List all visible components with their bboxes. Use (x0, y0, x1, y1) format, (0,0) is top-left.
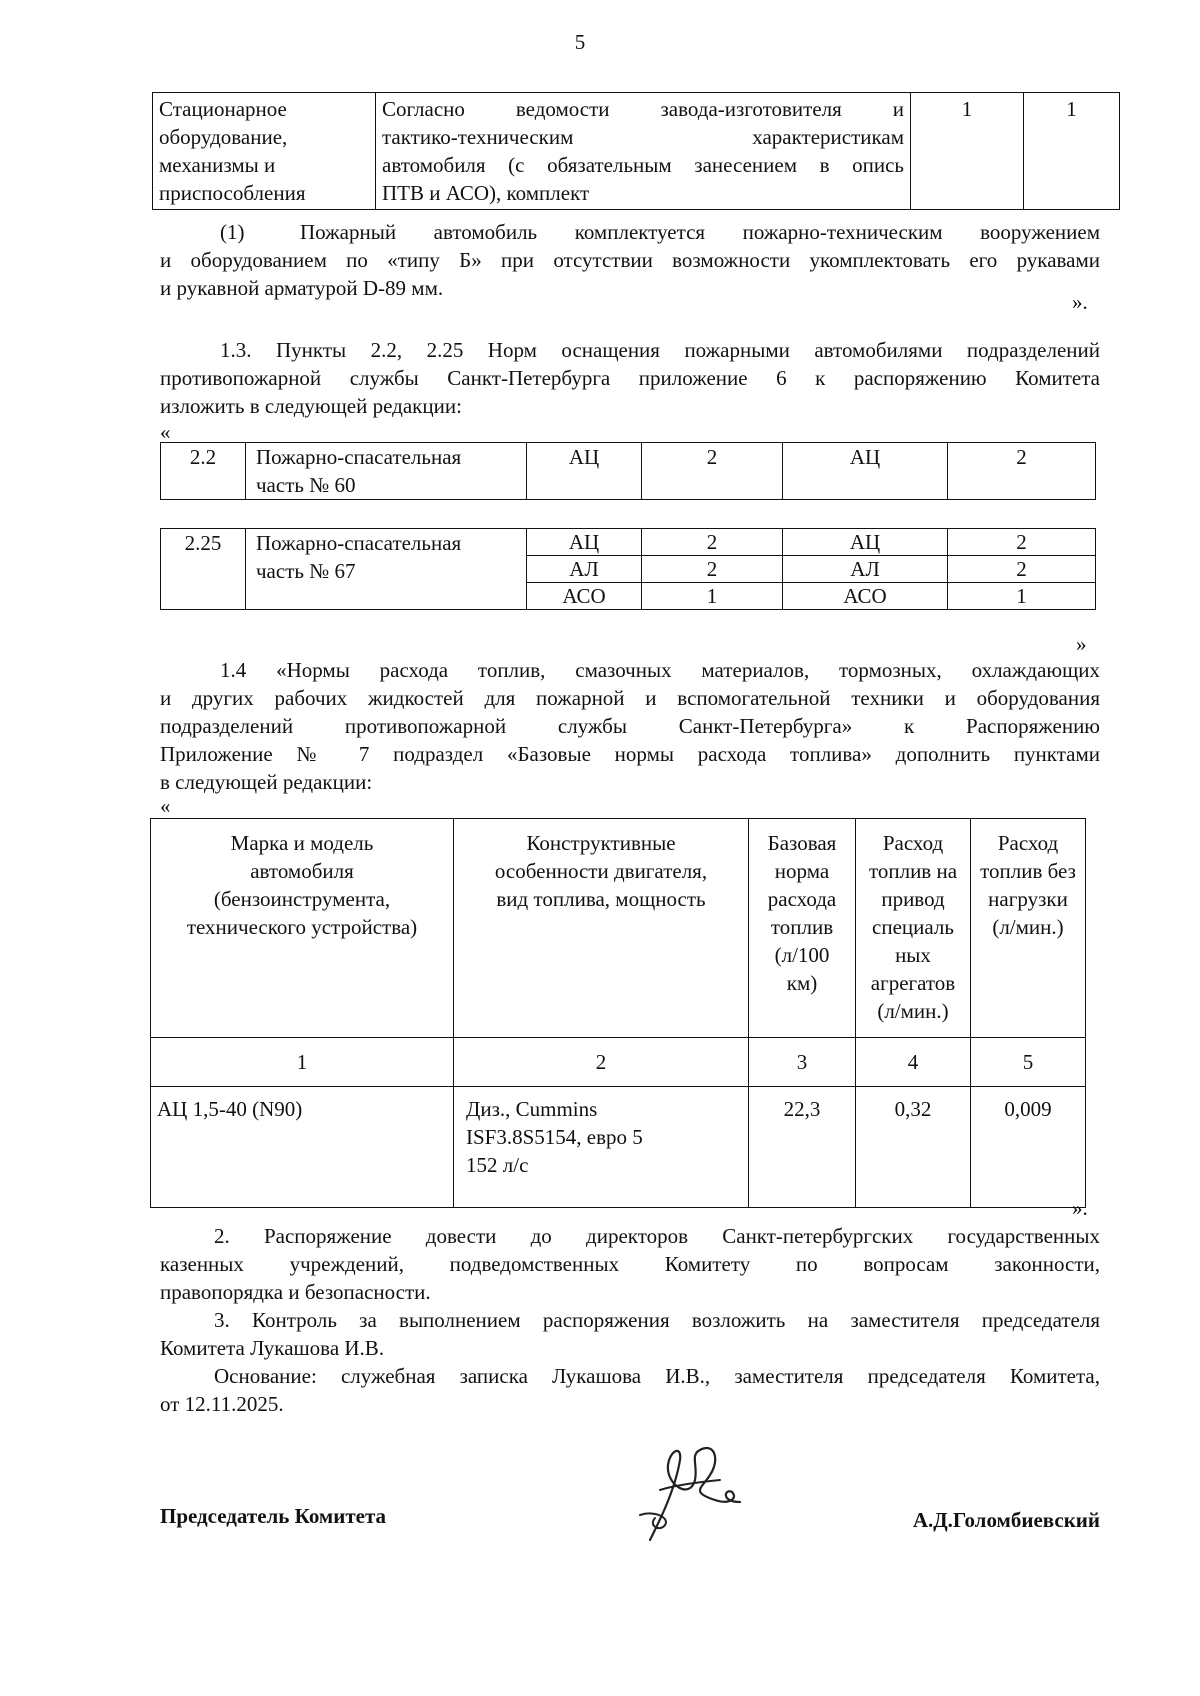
engine-line: ISF3.8S5154, евро 5 (466, 1125, 643, 1149)
header-line: особенности двигателя, (494, 859, 708, 883)
header-line: (л/мин.) (877, 999, 949, 1023)
vehicle-type: АЦ (783, 443, 948, 500)
header-line: агрегатов (870, 971, 956, 995)
engine-spec (454, 1087, 749, 1208)
section-1-4-line: в следующей редакции: (160, 770, 373, 794)
header-line: топлив (770, 915, 834, 939)
section-1-4-line: подразделений противопожарной службы Санкт-Петербурга» к Распоряжению (160, 714, 1100, 738)
vehicle-count: 2 (642, 529, 783, 556)
section-1-3-line: изложить в следующей редакции: (160, 394, 462, 418)
section-1-4-line: и других рабочих жидкостей для пожарной и вспомогательной техники и оборудования (160, 686, 1100, 710)
header-line: вид топлива, мощность (496, 887, 706, 911)
table-row (153, 93, 1120, 210)
equipment-name-line: механизмы и (159, 153, 276, 177)
footnote-line: и рукавной арматурой D-89 мм. (160, 276, 444, 300)
header-line: норма (774, 859, 830, 883)
header-model (151, 819, 454, 1038)
unit-name-line: часть № 60 (256, 473, 356, 497)
table-row (151, 1087, 1086, 1208)
header-line: расхода (767, 887, 837, 911)
equipment-name-cell (153, 93, 376, 210)
unit-name-line: Пожарно-спасательная (256, 445, 462, 469)
equipment-desc-cell (376, 93, 911, 210)
column-number: 5 (971, 1038, 1086, 1087)
vehicle-type: АЛ (527, 556, 642, 583)
para-2-line: 2. Распоряжение довести до директоров Санкт-петербургских государственных (214, 1224, 1100, 1248)
table-row (161, 443, 1096, 500)
base-norm-value: 22,3 (749, 1087, 856, 1208)
vehicle-count: 2 (948, 529, 1096, 556)
row-number: 2.25 (161, 529, 246, 610)
vehicle-count: 1 (642, 583, 783, 610)
fuel-norms-table (150, 818, 1086, 1208)
header-line: топлив на (868, 859, 958, 883)
vehicle-count: 2 (642, 556, 783, 583)
opening-quote: « (160, 794, 171, 818)
column-number-row (151, 1038, 1086, 1087)
header-line: (бензоинструмента, (213, 887, 391, 911)
section-1-4-line: 1.4 «Нормы расхода топлив, смазочных материалов, тормозных, охлаждающих (220, 658, 1100, 682)
unit-name-line: часть № 67 (256, 559, 356, 583)
header-line: км) (786, 971, 818, 995)
basis-line: от 12.11.2025. (160, 1392, 284, 1416)
equipment-qty-b: 1 (1024, 93, 1120, 210)
vehicle-count: 1 (948, 583, 1096, 610)
header-line: (л/мин.) (992, 915, 1064, 939)
header-line: специаль (872, 915, 954, 939)
header-line: Расход (882, 831, 944, 855)
header-base-norm (749, 819, 856, 1038)
header-line: технического устройства) (186, 915, 418, 939)
header-line: Марка и модель (230, 831, 374, 855)
unit-name-cell (246, 529, 527, 610)
header-idle (971, 819, 1086, 1038)
column-number: 1 (151, 1038, 454, 1087)
header-line: (л/100 (774, 943, 830, 967)
vehicle-type: АЦ (527, 529, 642, 556)
section-1-3-line: 1.3. Пункты 2.2, 2.25 Норм оснащения пожарными автомобилями подразделений (220, 338, 1100, 362)
idle-value: 0,009 (971, 1087, 1086, 1208)
aggregates-value: 0,32 (856, 1087, 971, 1208)
header-line: Конструктивные (526, 831, 676, 855)
header-line: ных (895, 943, 931, 967)
header-line: Базовая (767, 831, 837, 855)
para-3-line: Комитета Лукашова И.В. (160, 1336, 385, 1360)
signatory-position: Председатель Комитета (160, 1504, 387, 1528)
equipment-desc-line: ПТВ и АСО), комплект (382, 181, 590, 205)
signatory-name: А.Д.Голомбиевский (912, 1508, 1100, 1532)
header-aggregates (856, 819, 971, 1038)
equipment-desc-line: Согласно ведомости завода-изготовителя и (382, 97, 904, 121)
row-2-2-table (160, 442, 1096, 500)
header-line: Расход (997, 831, 1059, 855)
footnote-line: и оборудованием по «типу Б» при отсутствии возможности укомплектовать его рукавами (160, 248, 1100, 272)
vehicle-type: АЦ (783, 529, 948, 556)
vehicle-type: АСО (527, 583, 642, 610)
row-2-25-table (160, 528, 1096, 610)
header-line: привод (881, 887, 945, 911)
page-number: 5 (574, 30, 586, 54)
column-number: 4 (856, 1038, 971, 1087)
vehicle-type: АЛ (783, 556, 948, 583)
footnote-line: Пожарный автомобиль комплектуется пожарно-техническим вооружением (300, 220, 1100, 244)
header-line: автомобиля (250, 859, 354, 883)
vehicle-count: 2 (642, 443, 783, 500)
table-header-row (151, 819, 1086, 1038)
equipment-name-line: приспособления (159, 181, 306, 205)
handwritten-signature (620, 1430, 760, 1560)
vehicle-type: АСО (783, 583, 948, 610)
column-number: 3 (749, 1038, 856, 1087)
closing-quote: ». (1072, 290, 1088, 314)
basis-line: Основание: служебная записка Лукашова И.В., заместителя председателя Комитета, (214, 1364, 1100, 1388)
vehicle-model: АЦ 1,5-40 (N90) (151, 1087, 454, 1208)
vehicle-count: 2 (948, 443, 1096, 500)
section-1-4-line: Приложение № 7 подраздел «Базовые нормы расхода топлива» дополнить пунктами (160, 742, 1100, 766)
vehicle-count: 2 (948, 556, 1096, 583)
header-line: топлив без (980, 859, 1076, 883)
para-2-line: правопорядка и безопасности. (160, 1280, 431, 1304)
equipment-name-line: Стационарное (159, 97, 287, 121)
footnote-marker: (1) (220, 220, 245, 244)
header-line: нагрузки (988, 887, 1068, 911)
equipment-name-line: оборудование, (159, 125, 288, 149)
equipment-desc-line: автомобиля (с обязательным занесением в опись (382, 153, 904, 177)
unit-name-line: Пожарно-спасательная (256, 531, 462, 555)
unit-name-cell (246, 443, 527, 500)
opening-quote: « (160, 420, 171, 444)
closing-quote: ». (1072, 1196, 1088, 1220)
para-3-line: 3. Контроль за выполнением распоряжения возложить на заместителя председателя (214, 1308, 1100, 1332)
header-engine (454, 819, 749, 1038)
vehicle-type: АЦ (527, 443, 642, 500)
engine-line: 152 л/с (466, 1153, 529, 1177)
closing-quote: » (1076, 632, 1087, 656)
column-number: 2 (454, 1038, 749, 1087)
row-number: 2.2 (161, 443, 246, 500)
equipment-qty-a: 1 (911, 93, 1024, 210)
engine-line: Диз., Cummins (466, 1097, 598, 1121)
table-row (161, 529, 1096, 556)
equipment-table (152, 92, 1120, 210)
section-1-3-line: противопожарной службы Санкт-Петербурга приложение 6 к распоряжению Комитета (160, 366, 1100, 390)
equipment-desc-line: тактико-техническим характеристикам (382, 125, 904, 149)
para-2-line: казенных учреждений, подведомственных Комитету по вопросам законности, (160, 1252, 1100, 1276)
